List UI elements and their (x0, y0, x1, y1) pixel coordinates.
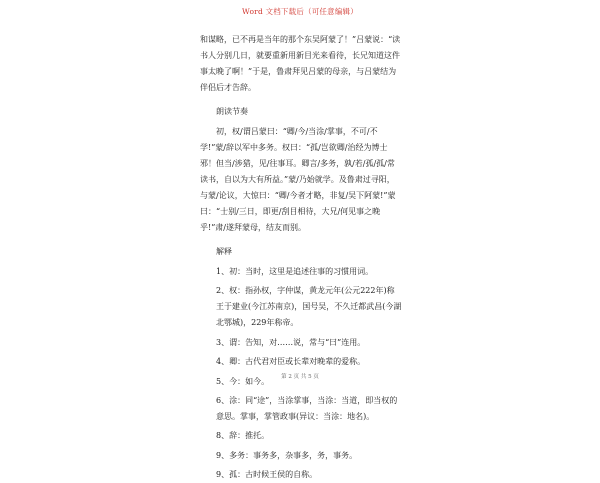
note-item: 5、今：如今。 (216, 376, 270, 386)
section-title-notes: 解释 (216, 247, 232, 256)
note-item: 6、涂：同“途”，当涂掌事，当涂：当道，即当权的意思。掌事，掌管政事(异议：当涂：地名)。 (216, 395, 398, 421)
note-item: 3、谓：告知，对……说，常与“曰”连用。 (216, 337, 366, 347)
reading-paragraph: 初，权/谓吕蒙曰：“卿/今/当涂/掌事，不可/不学!”蒙/辞以军中多务。权曰：“孤/岂欲卿/治经为博士邪！但当/涉猎，见/往事耳。卿言/多务，孰/若/孤/孤/常读书，自以为大有所益。”蒙/乃始就学。及鲁肃过寻阳，与蒙/论议，大惊曰：“卿/今者才略，非复/吴下阿蒙!”蒙曰：“士别/三日，即更/刮目相待，大兄/何见事之晚乎!”肃/遂拜蒙母，结友而别。 (200, 127, 396, 232)
note-item: 2、权：指孙权，字仲谋，黄龙元年(公元222年)称王于建业(今江苏南京)，国号吴，不久迁都武昌(今湖北鄂城)，229年称帝。 (216, 286, 402, 328)
section-title-reading: 朗读节奏 (216, 107, 248, 116)
note-item: 9、多务：事务多，杂事多，务，事务。 (216, 450, 358, 460)
note-item: 1、初：当时，这里是追述往事的习惯用词。 (216, 267, 374, 276)
page-number: 第 2 页 共 5 页 (281, 374, 319, 380)
note-item: 8、辞：推托。 (216, 431, 270, 441)
document-header: Word 文档下载后（可任意编辑） (242, 7, 358, 16)
continued-paragraph: 和谋略，已不再是当年的那个东吴阿蒙了！”吕蒙说：“读书人分别几日，就要重新用新目光来看待，长兄知道这件事太晚了啊！”于是，鲁肃拜见吕蒙的母亲，与吕蒙结为伴侣后才告辞。 (200, 35, 401, 92)
note-item: 9、孤：古时候王侯的自称。 (216, 470, 318, 480)
page-content (200, 32, 402, 483)
note-item: 4、卿：古代君对臣或长辈对晚辈的爱称。 (216, 357, 366, 367)
